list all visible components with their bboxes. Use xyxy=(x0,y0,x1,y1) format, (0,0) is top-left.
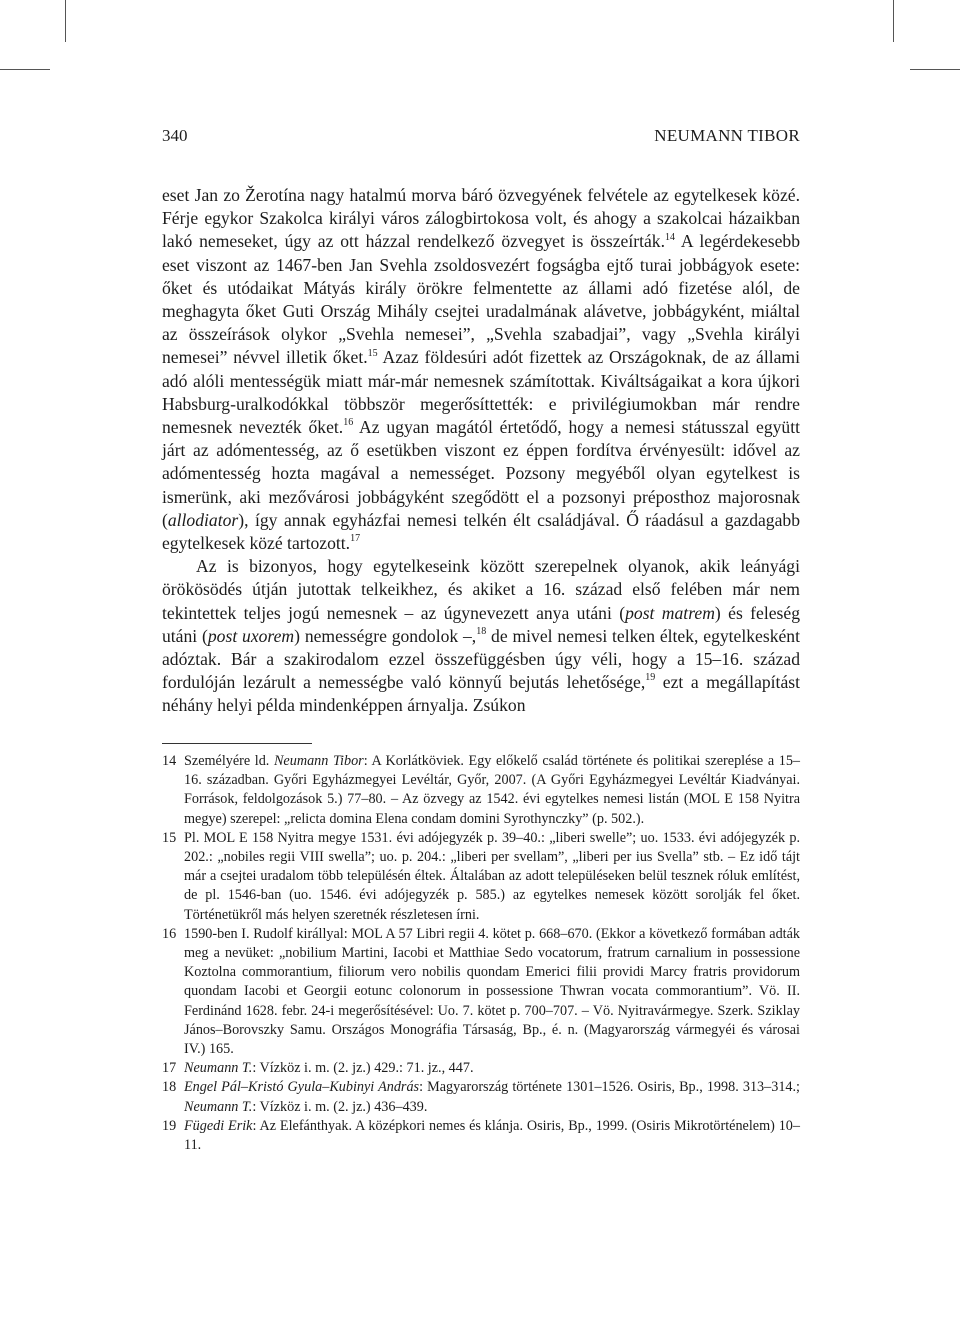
text-run: ), így annak egyházfai nemesi telkén élt családjával. Ő ráadásul a gazdagabb egytelkesek közé tartozott. xyxy=(162,509,800,554)
italic-term: post uxorem xyxy=(207,625,295,646)
text-run: Személyére ld. xyxy=(184,753,274,769)
text-run: Az ugyan magától értetődő, hogy a nemesi státusszal együtt járt az adómentesség, az ő esetükben viszont ez éppen fordítva érvényesült: idővel az adómentesség hozta magával a nemességet. Pozsony megyéből olyan egytelkest is ismerünk, aki mezővárosi jobbágyként szegődött el a pozsonyi préposthoz majorosnak ( xyxy=(162,417,800,530)
footnote-text: 1590-ben I. Rudolf királlyal: MOL A 57 Libri regii 4. kötet p. 668–670. (Ekkor a következő formában adták meg a nevüket: „nobilium Martini, Iacobi et Matthiae Sedo vocatorum, fratrum carnalium in possessione Koztolna commorantium, filiorum vero nobilis quondam Emerici filii providi Marcy fratris providorum quondam Iacobi et Georgii eotunc colonorum in possessione Thwran vocata commorantium”. Vö. II. Ferdinánd 1628. febr. 24-i megerősítésével: Uo. 7. kötet p. 700–707. – Vö. Nyitravármegye. Szerk. Sziklay János–Borovszky Samu. Országos Monográfia Társaság, Bp., é. n. (Magyarország vármegyéi és városai IV.) 165. xyxy=(184,925,800,1058)
text-run: ) nemességre gondolok –, xyxy=(294,625,477,646)
footnote-text xyxy=(184,1078,800,1116)
text-run: : Vízköz i. m. (2. jz.) 436–439. xyxy=(252,1098,428,1115)
author-name: Engel Pál–Kristó Gyula–Kubinyi András xyxy=(184,1079,420,1096)
footnote-number: 19 xyxy=(162,1117,177,1134)
crop-mark xyxy=(893,0,894,42)
footnote-text xyxy=(184,752,800,829)
footnote xyxy=(162,829,800,925)
text-run: ) és feleség utáni ( xyxy=(162,602,800,646)
author-name: Neumann T. xyxy=(184,1060,253,1077)
running-header xyxy=(162,126,800,150)
text-run: de mivel nemesi telken éltek, egytelkesként adóztak. Bár a szakirodalom ezzel összefüggésben úgy véli, hogy a 15–16. század fordulóján lezárult a nemességbe való könnyű bejutás lehetősége, xyxy=(162,625,800,693)
footnote-number: 16 xyxy=(162,925,177,942)
footnote-ref[interactable]: 19 xyxy=(645,672,656,684)
text-run: A legérdekesebb eset viszont az 1467-ben Jan Svehla zsoldosvezért fogságba ejtő turai jobbágyok esete: őket és utódaikat Mátyás király örökre felmentette az állami adó fizetése alól, de meghagyta őket Guti Ország Mihály csejtei uradalmának alávetve, jobbágyként, miáltal az összeírások olykor „Svehla nemesei”, „Svehla szabadjai”, vagy „Svehla királyi nemesei” névvel illetik őket. xyxy=(162,231,800,368)
footnote-text xyxy=(184,1117,800,1155)
main-text xyxy=(162,184,800,718)
footnote-number: 17 xyxy=(162,1060,177,1077)
page-number: 340 xyxy=(162,126,188,145)
text-run: : Vízköz i. m. (2. jz.) 429.: 71. jz., 447. xyxy=(252,1060,474,1077)
author-name: Neumann Tibor xyxy=(273,753,364,769)
author-name: Fügedi Erik xyxy=(184,1117,253,1134)
italic-term: allodiator xyxy=(167,509,239,530)
footnote-number: 18 xyxy=(162,1079,177,1096)
footnote-ref[interactable]: 17 xyxy=(350,533,361,545)
footnote xyxy=(162,1117,800,1155)
footnote xyxy=(162,1059,800,1078)
footnote-separator xyxy=(162,743,312,744)
footnote xyxy=(162,1078,800,1116)
footnote-text xyxy=(184,1059,800,1078)
running-author: NEUMANN TIBOR xyxy=(654,126,800,145)
text-run: : Az Elefánthyak. A középkori nemes és klánja. Osiris, Bp., 1999. (Osiris Mikrotörténelem) 10–11. xyxy=(184,1117,800,1154)
footnote-number: 15 xyxy=(162,829,177,846)
footnote-ref[interactable]: 15 xyxy=(367,347,378,359)
text-run: : Magyarország története 1301–1526. Osiris, Bp., 1998. 313–314.; xyxy=(419,1079,800,1096)
footnote-number: 14 xyxy=(162,753,177,769)
text-run: Azaz földesúri adót fizettek az Országoknak, de az állami adó alóli mentességük miatt már-már nemesnek számítottak. Kiváltságaikat a kora újkori Habsburg-uralkodókkal többször megerősíttették: e privilégiumokban már rendre nemesnek nevezték őket. xyxy=(162,347,800,438)
crop-mark xyxy=(0,69,50,70)
text-run: ezt a megállapítást néhány helyi példa mindenképpen árnyalja. Zsúkon xyxy=(162,672,800,716)
text-run: eset Jan zo Žerotína nagy hatalmú morva báró özvegyének felvétele az egytelkesek közé. Férje egykor Szakolca királyi város zálogbirtokosa volt, és ahogy a szakolcai házaikban lakó nemeseket, úgy az ott házzal rendelkező özvegyet is összeírták. xyxy=(162,185,800,252)
footnote-ref[interactable]: 18 xyxy=(476,626,487,637)
footnote xyxy=(162,925,800,1059)
paragraph xyxy=(162,184,800,555)
italic-term: post matrem xyxy=(625,602,715,623)
footnote-ref[interactable]: 16 xyxy=(343,417,354,429)
footnotes xyxy=(162,752,800,1155)
text-run: Az is bizonyos, hogy egytelkeseink között szerepelnek olyanok, akik leányági örökösödés útján jutottak telkeikhez, és akiket a 16. század első felében már nem tekintettek teljes jogú nemesnek – az úgynevezett anya utáni ( xyxy=(162,556,800,623)
crop-mark xyxy=(910,69,960,70)
crop-mark xyxy=(65,0,66,42)
footnote-text: Pl. MOL E 158 Nyitra megye 1531. évi adójegyzék p. 39–40.: „liberi swelle”; uo. 1533. évi adójegyzék p. 202.: „nobiles regii VIII swella”; uo. p. 204.: „liberi per svellam”, „liberi per ius Svella” stb. – Ez idő tájt már a csejtei uradalom több településén éltek. Általában az adott településeken belül tesznek róluk említést, de pl. 1546-ban (uo. 1546. évi adójegyzék p. 585.) az egytelkes nemesek között sorolják fel őket. Történetükről más helyen szeretnék részletesen írni. xyxy=(184,829,800,923)
text-run: : A Korlátköviek. Egy előkelő család története és politikai szereplése a 15–16. században. Győri Egyházmegyei Levéltár, Győr, 2007. (A Győri Egyházmegyei Levéltár Kiadványai. Források, feldolgozások 5.) 77–80. – Az özvegy az 1542. évi egytelkes nemesi listán (MOL E 158 Nyitra megye) szerepel: „relicta domina Elena condam domini Syrothynczky” (p. 502.). xyxy=(184,753,801,827)
footnote xyxy=(162,752,800,829)
paragraph xyxy=(162,555,800,717)
author-name: Neumann T. xyxy=(184,1098,253,1115)
footnote-ref[interactable]: 14 xyxy=(664,231,675,243)
